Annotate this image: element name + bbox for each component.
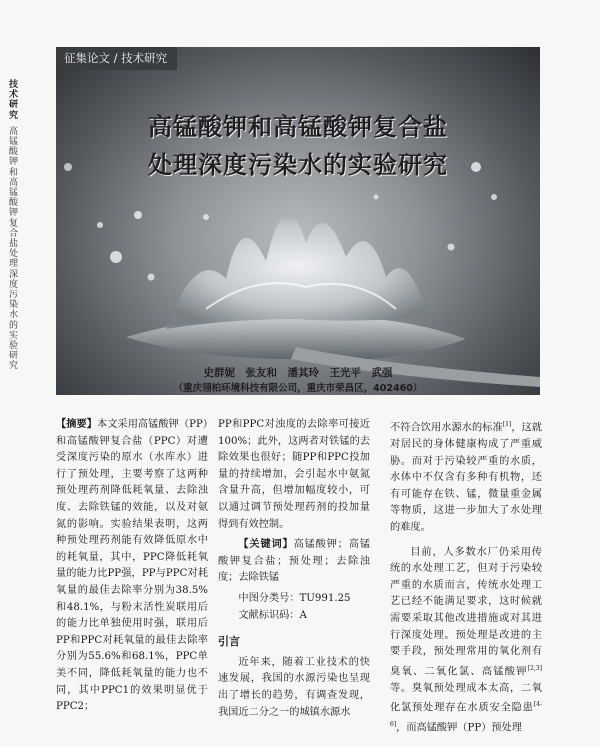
intro-p2-text-a: 目前，人多数水厂仍采用传统的水处理工艺，但对于污染较严重的水质而言，传统水处理工艺已经不能满足要求，这时候就需要采取其他改进措施或对其进行深度处理。预处理是改进的主要手段，预处理常用的氧化剂有臭氧、二氧化氯、高锰酸钾 — [390, 546, 542, 678]
intro-p1-text-b: ，这就对居民的身体健康构成了严重威胁。而对于污染较严重的水质，水体中不仅含有多种有机物，还有可能存在铁、锰，微量重金属等物质，这进一步加大了水处理的难度。 — [390, 422, 542, 533]
water-splash-illustration — [56, 47, 540, 395]
sidebar-running-header — [9, 80, 23, 372]
ref-3: [4-6] — [390, 701, 542, 729]
keywords-text: 高锰酸钾；高锰酸钾复合盐；预处理；去除浊度；去除铁锰 — [218, 539, 371, 584]
sidebar-section-label: 技术研究 — [9, 80, 19, 121]
intro-paragraph-1-continued — [390, 417, 542, 537]
document-code: 文献标识码：A — [238, 609, 307, 621]
abstract-text-part-2: PP和PPC对浊度的去除率可接近100%；此外，这两者对铁锰的去除效果也很好；随PP和PPC投加量的持续增加，会引起水中氨氮含量升高，但增加幅度较小，可以通过调节预处理药剂的投加量得到有效控制。 — [218, 419, 370, 530]
ref-1: [1] — [502, 421, 512, 428]
section-tag: 征集论文 / 技术研究 — [56, 47, 177, 70]
article-title-line-1: 高锰酸钾和高锰酸钾复合盐 — [148, 113, 448, 141]
column-1 — [56, 417, 208, 716]
intro-paragraph-2 — [390, 545, 542, 738]
column-2 — [218, 417, 370, 721]
sidebar-running-title: 高锰酸钾和高锰酸钾复合盐处理深度污染水的实验研究 — [9, 126, 19, 372]
intro-p1-text-a: 不符合饮用水源水的标准 — [390, 422, 503, 434]
intro-heading: 引言 — [218, 635, 240, 649]
article-title-line-2: 处理深度污染水的实验研究 — [148, 151, 448, 179]
author-list: 史群妮 张友和 潘其玲 王光平 武强 — [203, 367, 393, 379]
keywords-paragraph — [218, 537, 370, 587]
abstract-text-part-1: 本文采用高锰酸钾（PP）和高锰酸钾复合盐（PPC）对遭受深度污染的原水（水库水）进行了预处理，主要考察了这两种预处理药剂降低耗氧量、去除浊度、去除铁锰的效能，以及对氨氮的影响。实验结果表明，这两种预处理药剂能有效降低原水中的耗氧量，其中，PPC降低耗氧量的能力比PP强，PP与PPC对耗氧量的最佳去除率分别为38.5%和48.1%，与粉末活性炭联用后的能力比单独使用时强，联用后PP和PPC对耗氧量的最佳去除率分别为55.6%和68.1%，PPC单美不同，降低耗氧量的能力也不同，其中PPC1的效果明显优于PPC2； — [56, 419, 208, 713]
column-3 — [390, 417, 542, 737]
intro-paragraph-1-start: 近年来，随着工业技术的快速发展，我国的水源污染也呈现出了增长的趋势，有调查发现，我国近二分之一的城镇水源水 — [218, 656, 370, 718]
title-banner — [56, 47, 540, 395]
author-affiliation: （重庆翎柏环境科技有限公司，重庆市荣昌区，402460） — [173, 383, 423, 394]
abstract-label: 【摘要】 — [56, 419, 97, 430]
intro-p2-text-c: ，而高锰酸钾（PP）预处理 — [396, 722, 522, 734]
abstract-paragraph — [56, 417, 208, 716]
keywords-label: 【关键词】 — [238, 539, 294, 551]
clc-number: 中图分类号：TU991.25 — [238, 592, 351, 604]
ref-2: [2,3] — [527, 664, 542, 672]
intro-p2-text-b: 等。臭氧预处理成本太高，二氧化氯预处理存在水质安全隐患 — [390, 682, 542, 714]
